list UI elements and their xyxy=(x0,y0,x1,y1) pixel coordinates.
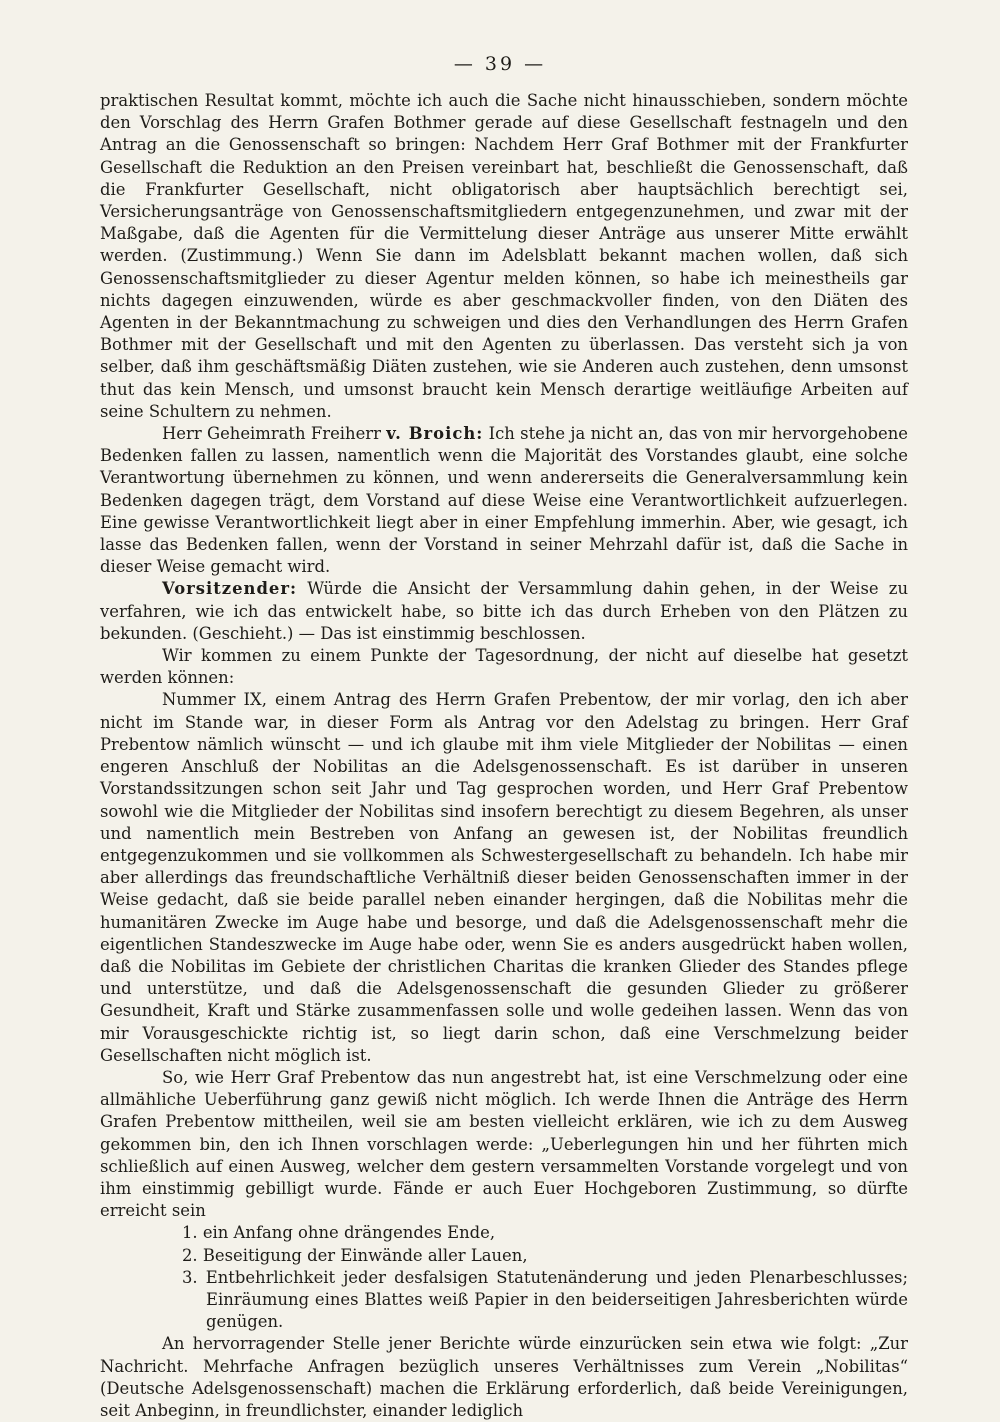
paragraph-2 xyxy=(100,423,908,578)
paragraph-4: Wir kommen zu einem Punkte der Tagesordnung, der nicht auf dieselbe hat gesetzt werden können: xyxy=(100,646,908,688)
body-text xyxy=(100,90,908,1422)
speaker-prefix: Herr Geheimrath Freiherr xyxy=(162,424,387,444)
page-number: — 39 — xyxy=(453,53,547,75)
paragraph-3 xyxy=(100,578,908,645)
speaker-name-chair: Vorsitzender: xyxy=(162,579,298,599)
list-item: 2. Beseitigung der Einwände aller Lauen, xyxy=(182,1245,528,1265)
list-item: 3. Entbehrlichkeit jeder desfalsigen Statutenänderung und jeden Plenarbeschlusses; Einräumung eines Blattes weiß Papier in den beiderseitigen Jahresberichten würde genügen. xyxy=(182,1267,908,1332)
paragraph-6: So, wie Herr Graf Prebentow das nun angestrebt hat, ist eine Verschmelzung oder eine allmähliche Ueberführung ganz gewiß nicht möglich. Ich werde Ihnen die Anträge des Herrn Grafen Prebentow mittheilen, weil sie am besten vielleicht erklären, wie ich zu dem Ausweg gekommen bin, den ich Ihnen vorschlagen werde: „Ueberlegungen hin und her führten mich schließlich auf einen Ausweg, welcher dem gestern versammelten Vorstande vorgelegt und von ihm einstimmig gebilligt wurde. Fände er auch Euer Hochgeboren Zustimmung, so dürfte erreicht sein xyxy=(100,1067,908,1221)
numbered-list xyxy=(100,1222,908,1333)
paragraph-5: Nummer IX, einem Antrag des Herrn Grafen Prebentow, der mir vorlag, den ich aber nicht im Stande war, in dieser Form als Antrag vor den Adelstag zu bringen. Herr Graf Prebentow nämlich wünscht — und ich glaube mit ihm viele Mitglieder der Nobilitas — einen engeren Anschluß der Nobilitas an die Adelsgenossenschaft. Es ist darüber in unseren Vorstandssitzungen schon seit Jahr und Tag gesprochen worden, und Herr Graf Prebentow sowohl wie die Mitglieder der Nobilitas sind insofern berechtigt zu diesem Begehren, als unser und namentlich mein Bestreben von Anfang an gewesen ist, der Nobilitas freundlich entgegenzukommen und sie vollkommen als Schwestergesellschaft zu behandeln. Ich habe mir aber allerdings das freundschaftliche Verhältniß dieser beiden Genossenschaften immer in der Weise gedacht, daß sie beide parallel neben einander hergingen, daß die Nobilitas mehr die humanitären Zwecke im Auge habe und besorge, und daß die Adelsgenossenschaft mehr die eigentlichen Standeszwecke im Auge habe oder, wenn Sie es anders ausgedrückt haben wollen, daß die Nobilitas im Gebiete der christlichen Charitas die kranken Glieder des Standes pflege und unterstütze, und daß die Adelsgenossenschaft die gesunden Glieder zu größerer Gesundheit, Kraft und Stärke zusammenfassen solle und wolle gedeihen lassen. Wenn das von mir Vorausgeschickte richtig ist, so liegt darin schon, daß eine Verschmelzung beider Gesellschaften nicht möglich ist. xyxy=(100,690,908,1065)
paragraph-2-text: Ich stehe ja nicht an, das von mir hervorgehobene Bedenken fallen zu lassen, namentlich wenn die Majorität des Vorstandes glaubt, eine solche Verantwortung übernehmen zu können, und wenn andererseits die Generalversammlung kein Bedenken dagegen trägt, dem Vorstand auf diese Weise eine Verantwortlichkeit aufzuerlegen. Eine gewisse Verantwortlichkeit liegt aber in einer Empfehlung immerhin. Aber, wie gesagt, ich lasse das Bedenken fallen, wenn der Vorstand in seiner Mehrzahl dafür ist, daß die Sache in dieser Weise gemacht wird. xyxy=(100,424,908,577)
list-item: 1. ein Anfang ohne drängendes Ende, xyxy=(182,1223,496,1243)
paragraph-3-text: Würde die Ansicht der Versammlung dahin gehen, in der Weise zu verfahren, wie ich das entwickelt habe, so bitte ich das durch Erheben von den Plätzen zu bekunden. (Geschieht.) — Das ist einstimmig beschlossen. xyxy=(100,579,909,643)
paragraph-7: An hervorragender Stelle jener Berichte würde einzurücken sein etwa wie folgt: „Zur Nachricht. Mehrfache Anfragen bezüglich unseres Verhältnisses zum Verein „Nobilitas“ (Deutsche Adelsgenossenschaft) machen die Erklärung erforderlich, daß beide Vereinigungen, seit Anbeginn, in freundlichster, einander lediglich xyxy=(100,1334,908,1420)
paragraph-1: praktischen Resultat kommt, möchte ich auch die Sache nicht hinausschieben, sondern möchte den Vorschlag des Herrn Grafen Bothmer gerade auf diese Gesellschaft festnageln und den Antrag an die Genossenschaft so bringen: Nachdem Herr Graf Bothmer mit der Frankfurter Gesellschaft die Reduktion an den Preisen vereinbart hat, beschließt die Genossenschaft, daß die Frankfurter Gesellschaft, nicht obligatorisch aber hauptsächlich berechtigt sei, Versicherungsanträge von Genossenschaftsmitgliedern entgegenzunehmen, und zwar mit der Maßgabe, daß die Agenten für die Vermittelung dieser Anträge aus unserer Mitte erwählt werden. (Zustimmung.) Wenn Sie dann im Adelsblatt bekannt machen wollen, daß sich Genossenschaftsmitglieder zu dieser Agentur melden können, so habe ich meinestheils gar nichts dagegen einzuwenden, würde es aber geschmackvoller finden, von den Diäten des Agenten in der Bekanntmachung zu schweigen und dies den Verhandlungen des Herrn Grafen Bothmer mit der Gesellschaft und mit den Agenten zu überlassen. Das versteht sich ja von selber, daß ihm geschäftsmäßig Diäten zustehen, wie sie Anderen auch zustehen, denn umsonst thut das kein Mensch, und umsonst braucht kein Mensch derartige weitläufige Arbeiten auf seine Schultern zu nehmen. xyxy=(100,91,908,421)
speaker-name-broich: v. Broich: xyxy=(386,424,484,444)
